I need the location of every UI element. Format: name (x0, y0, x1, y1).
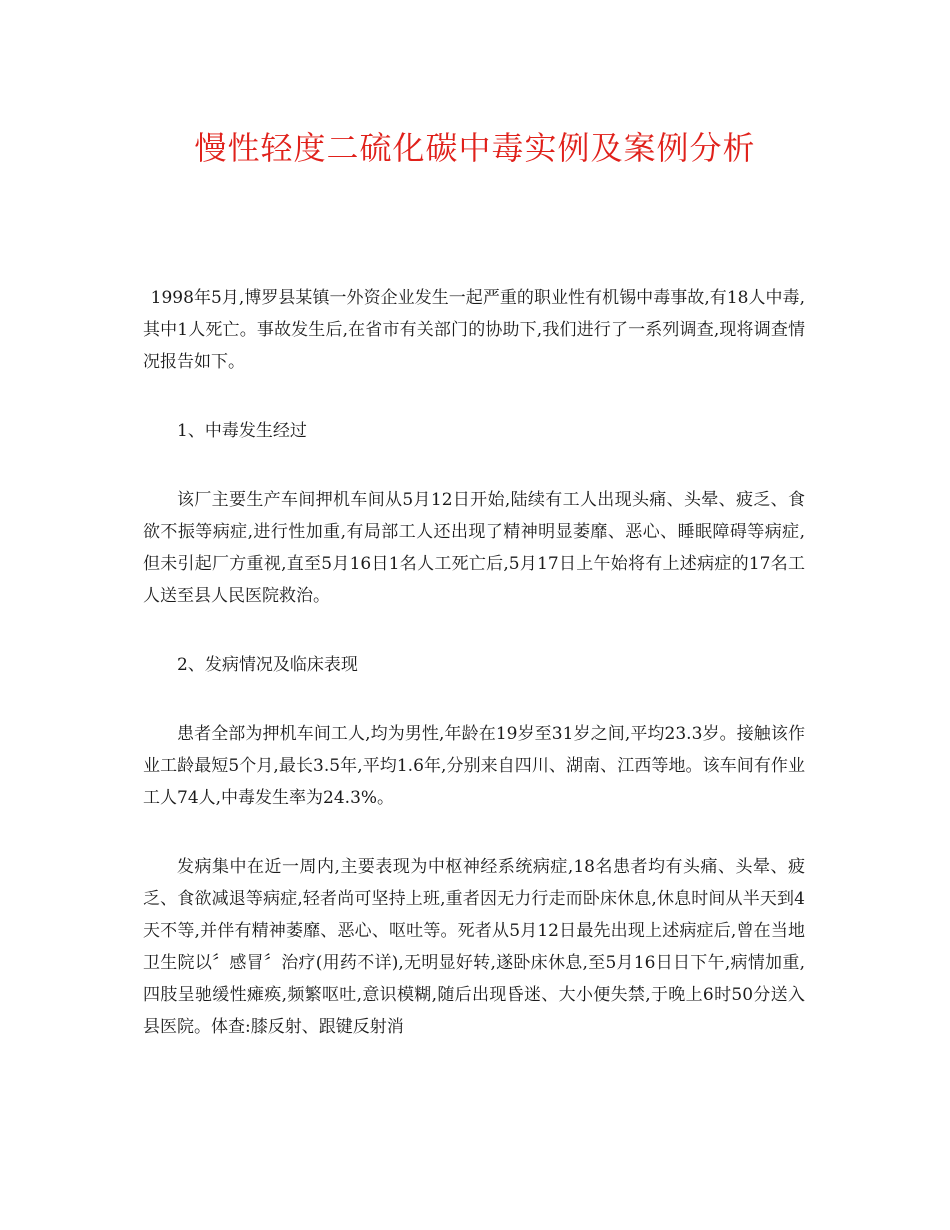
section-1-paragraph: 该厂主要生产车间押机车间从5月12日开始,陆续有工人出现头痛、头晕、疲乏、食欲不振等病症,进行性加重,有局部工人还出现了精神明显萎靡、恶心、睡眠障碍等病症,但未引起厂方重视,直至5月16日1名人工死亡后,5月17日上午始将有上述病症的17名工人送至县人民医院救治。 (143, 490, 805, 606)
section-2-heading: 2、发病情况及临床表现 (177, 655, 358, 675)
section-1-heading: 1、中毒发生经过 (177, 421, 307, 441)
document-title: 慢性轻度二硫化碳中毒实例及案例分析 (194, 129, 756, 167)
document-body (143, 282, 805, 1080)
intro-paragraph: 1998年5月,博罗县某镇一外资企业发生一起严重的职业性有机锡中毒事故,有18人中毒,其中1人死亡。事故发生后,在省市有关部门的协助下,我们进行了一系列调查,现将调查情况报告如下。 (143, 288, 805, 372)
section-2-paragraph-2: 发病集中在近一周内,主要表现为中枢神经系统病症,18名患者均有头痛、头晕、疲乏、食欲减退等病症,轻者尚可坚持上班,重者因无力行走而卧床休息,休息时间从半天到4天不等,并伴有精神萎靡、恶心、呕吐等。死者从5月12日最先出现上述病症后,曾在当地卫生院以〞感冒〞治疗(用药不详),无明显好转,遂卧床休息,至5月16日日下午,病情加重,四肢呈驰缓性瘫痪,频繁呕吐,意识模糊,随后出现昏迷、大小便失禁,于晚上6时50分送入县医院。体查:膝反射、跟键反射消 (143, 857, 805, 1037)
section-2-paragraph-1: 患者全部为押机车间工人,均为男性,年龄在19岁至31岁之间,平均23.3岁。接触该作业工龄最短5个月,最长3.5年,平均1.6年,分别来自四川、湖南、江西等地。该车间有作业工人74人,中毒发生率为24.3%。 (143, 724, 805, 808)
